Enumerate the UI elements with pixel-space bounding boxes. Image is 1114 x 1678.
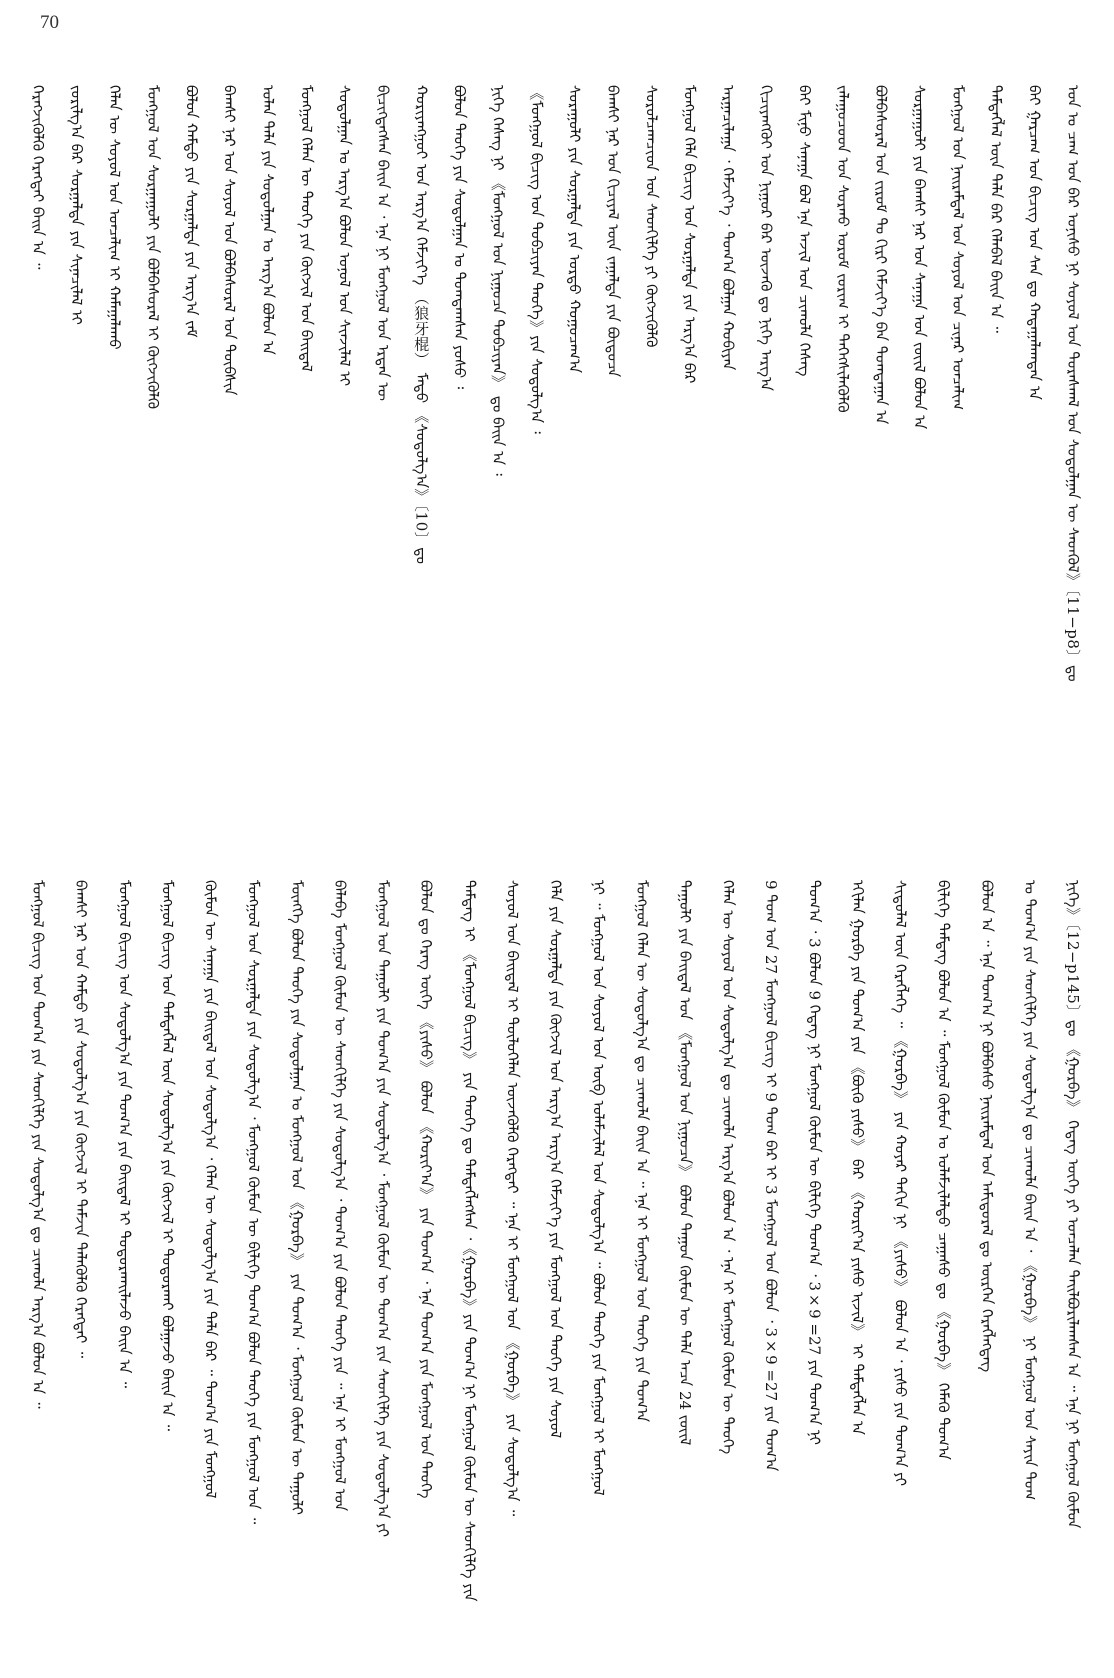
text-column: ᠤᠨ ᠤ ᠴᠠᠭ ᠤᠨ ᠪᠠᠷ ᠣᠨᠢᠰᠤ ᠨᠢ ᠰᠣᠶᠤᠯ ᠤᠨ ᠳᠤᠷᠠᠰᠬᠠᠯ ᠤᠨ ᠰᠤᠳᠤᠯᠭᠠᠨ ᠦ ᠰᠡᠳᠭᠦᠯ》〔11−p8〕ᠳᠤ [1063,85,1082,682]
text-column: ᠣᠯᠠᠨ ᠲᠠᠯᠠ ᠶᠢᠨ ᠰᠤᠳᠤᠯᠭᠠᠨ ᠤ ᠠᠷᠭ᠎ᠠ ᠪᠣᠯᠤᠨ ᠠ [258,85,277,355]
text-column: ᠪᠢᠯᠢᠭᠡ ᠲᠡᠮᠳᠡᠭ ᠪᠣᠯᠤᠨ ᠠ ᠃ ᠮᠣᠩᠭᠣᠯ ᠬᠦᠮᠦᠨ ᠤ ᠤᠯᠠᠮᠵᠢᠯᠠᠯᠳᠤ ᠴᠠᠭᠠᠰᠤ ᠳᠤ 《ᠭᠤᠷᠪᠠ》 ᠬᠡᠮᠡᠬᠦ ᠲᠣᠭ᠎ᠠ [934,880,953,1460]
text-column: ᠰᠤᠳᠤᠯᠭᠠᠨ ᠤ ᠠᠷᠭ᠎ᠠ ᠪᠣᠯᠤᠨ ᠣᠨᠣᠯ ᠤᠨ ᠰᠢᠨᠵᠢᠯᠡᠯ ᠢ [335,85,354,387]
text-column: ᠨᠢᠭᠡ ᠬᠡᠰᠡᠭ ᠨᠢ 《ᠮᠣᠩᠭᠣᠯ ᠤᠨ ᠨᠢᠭᠤᠴᠠ ᠲᠣᠪᠴᠢᠶᠠᠨ》 ᠳᠤ ᠪᠠᠢᠨ ᠠ ᠄ [488,85,507,476]
text-column: ᠰᠣᠶᠤᠯ ᠤᠨ ᠪᠠᠢᠳᠠᠯ ᠢ ᠲᠥᠯᠥᠭᠡᠯᠡᠨ ᠦᠵᠡᠭᠦᠯᠬᠦ ᠬᠡᠷᠡᠭᠲᠡᠢ ᠃ ᠡᠨᠡ ᠢ ᠮᠣᠩᠭᠣᠯ ᠤᠨ 《ᠭᠤᠷᠪᠠ》 ᠶᠢᠨ ᠰᠤᠳᠤᠯᠭ᠎ᠠ ᠃ [503,880,522,1517]
top-text-block [30,85,1080,855]
text-column: ᠮᠥᠩᠭᠡ ᠪᠣᠯᠤᠨ ᠲᠡᠦᠬᠡ ᠶᠢᠨ ᠰᠤᠳᠤᠯᠭᠠᠨ ᠤ ᠮᠣᠩᠭᠣᠯ ᠤᠨ 《ᠭᠤᠷᠪᠠ》 ᠶᠢᠨ ᠲᠣᠭ᠎ᠠ ᠂ ᠮᠣᠩᠭᠣᠯ ᠬᠦᠮᠦᠨ ᠦ ᠲᠠᠭᠤᠯᠢ [287,880,306,1515]
text-column: ᠬᠡᠯᠡᠨ ᠦ ᠰᠣᠶᠤᠯ ᠤᠨ ᠰᠤᠳᠤᠯᠭ᠎ᠠ ᠳᠤ ᠴᠢᠬᠤᠯᠠ ᠠᠷᠭ᠎ᠠ ᠪᠣᠯᠤᠨ ᠠ ᠂ ᠡᠨᠡ ᠢ ᠮᠣᠩᠭᠣᠯ ᠬᠦᠮᠦᠨ ᠦ ᠲᠡᠦᠬᠡ [719,880,737,1455]
text-column: ᠮᠣᠩᠭᠣᠯ ᠪᠢᠴᠢᠭ ᠤᠨ ᠰᠤᠳᠤᠯᠭ᠎ᠠ ᠶᠢᠨ ᠲᠣᠭ᠎ᠠ ᠶᠢᠨ ᠪᠠᠢᠳᠠᠯ ᠢ ᠲᠣᠳᠤᠷᠬᠠᠢᠯᠠᠵᠤ ᠪᠠᠢᠨ ᠠ ᠃ [115,880,134,1389]
text-column: ᠪᠣᠯᠤᠨ ᠠ ᠃ ᠡᠨᠡ ᠲᠣᠭ᠎ᠠ ᠨᠢ ᠪᠣᠯᠪᠠᠰᠤ ᠨᠠᠢᠷᠠᠮᠳᠠᠯ ᠤᠨ ᠠᠮᠢᠳᠤᠷᠠᠯ ᠳᠤ ᠥᠷᠭᠡᠨ ᠬᠡᠷᠡᠭᠯᠡᠭᠳᠡᠭ [977,880,996,1373]
text-column: ᠪᠠᠭᠰᠢ ᠨᠠᠷ ᠤᠨ ᠬᠠᠮᠲᠤ ᠶᠢᠨ ᠰᠤᠳᠤᠯᠭ᠎ᠠ ᠶᠢᠨ ᠬᠥᠭᠵᠢᠯ ᠢ ᠳᠡᠮᠵᠢᠨ ᠲᠡᠯᠡᠭᠦᠯᠬᠦ ᠬᠡᠷᠡᠭᠲᠡᠢ ᠃ [72,880,91,1358]
text-column: ᠬᠡᠷᠡᠭᠵᠢᠭᠦᠯᠬᠦ ᠬᠡᠷᠡᠭᠲᠡᠢ ᠪᠠᠢᠨ ᠠ ᠃ [29,85,47,270]
text-column: ᠮᠣᠩᠭᠣᠯ ᠤᠨ ᠰᠤᠷᠭᠠᠭᠤᠯᠢ ᠶᠢᠨ ᠪᠣᠯᠪᠠᠰᠤᠷᠠᠯ ᠢ ᠬᠥᠭᠵᠢᠭᠦᠯᠬᠦ [143,85,162,409]
text-column: ᠵᠣᠷᠢᠯᠭ᠎ᠠ ᠪᠠᠷ ᠰᠤᠷᠭᠠᠯᠲᠠ ᠶᠢᠨ ᠰᠢᠨᠡᠴᠢᠯᠡᠯ ᠢ [67,85,86,325]
text-column: ᠮᠣᠩᠭᠣᠯ ᠤᠨ ᠲᠠᠭᠤᠯᠢ ᠶᠢᠨ ᠲᠣᠭ᠎ᠠ ᠶᠢᠨ ᠰᠤᠳᠤᠯᠭ᠎ᠠ ᠂ ᠮᠣᠩᠭᠣᠯ ᠬᠦᠮᠦᠨ ᠦ ᠲᠣᠭ᠎ᠠ ᠶᠢᠨ ᠰᠡᠳᠬᠢᠯᠭᠡ ᠶᠢᠨ ᠰᠤᠳᠤᠯᠭ᠎ᠠ ᠶᠢ [374,880,392,1537]
text-column: ᠲᠠᠭᠤᠯᠢ ᠶᠢᠨ ᠪᠠᠢᠳᠠᠯ ᠤᠨ 《ᠮᠣᠩᠭᠣᠯ ᠤᠨ ᠨᠢᠭᠤᠴᠠ》 ᠪᠣᠯᠤᠨ ᠳᠠᠭᠤᠨ ᠬᠦᠮᠦᠨ ᠦ ᠲᠠᠯᠠ ᠠᠴᠠ 24 ᠵᠦᠢᠯ [675,880,694,1446]
text-column: ᠮᠣᠩᠭᠣᠯ ᠪᠢᠴᠢᠭ ᠤᠨ ᠲᠡᠮᠳᠡᠭᠯᠡᠯ ᠦᠨ ᠰᠤᠳᠤᠯᠭ᠎ᠠ ᠶᠢᠨ ᠬᠥᠭᠵᠢᠯ ᠢ ᠲᠣᠳᠤᠷᠬᠠᠢ ᠪᠣᠯᠭᠠᠵᠤ ᠪᠠᠢᠨ ᠠ ᠃ [158,880,177,1431]
text-column: ᠰᠤᠷᠠᠭᠤᠯᠢ ᠶᠢᠨ ᠰᠤᠷᠭᠠᠯᠲᠠ ᠶᠢᠨ ᠤᠷᠲᠤ ᠬᠤᠭᠤᠴᠠᠭ᠎ᠠ [565,85,584,374]
text-column: ᠤ ᠲᠣᠭ᠎ᠠ ᠶᠢᠨ ᠰᠡᠳᠬᠢᠯᠭᠡ ᠶᠢᠨ ᠰᠤᠳᠤᠯᠭ᠎ᠠ ᠳᠤ ᠴᠢᠬᠤᠯᠠ ᠪᠠᠢᠨ ᠠ ᠂ 《ᠭᠤᠷᠪᠠ》 ᠨᠢ ᠮᠣᠩᠭᠣᠯ ᠤᠨ ᠰᠠᠶᠢᠨ ᠲᠤᠭ [1020,880,1039,1501]
text-column: ᠪᠣᠯᠤᠨ ᠳᠤ ᠬᠡᠷᠡᠭ ᠦᠭᠡ 《ᠶᠢᠰᠦ》 ᠪᠣᠯᠤᠨ 《ᠬᠤᠷᠢᠶ᠎ᠠ》 ᠶᠢᠨ ᠲᠣᠭ᠎ᠠ ᠂ ᠡᠨᠡ ᠲᠣᠭ᠎ᠠ ᠶᠢᠨ ᠮᠣᠩᠭᠣᠯ ᠤᠨ ᠲᠡᠦᠬᠡ [417,880,436,1499]
text-column: ᠬᠤᠷᠢᠶᠠᠩᠭᠤᠢ ᠤᠨ ᠠᠷᠭ᠎ᠠ ᠬᠡᠮᠵᠢᠶ᠎ᠡ （狼牙棍） ᠮᠡᠲᠦ 《ᠰᠤᠳᠤᠯᠭ᠎ᠠ》〔10〕ᠳᠤ [412,85,431,564]
text-column: ᠲᠣᠭ᠎ᠠ ᠂ 3 ᠪᠣᠯᠤᠨ 9 ᠭᠡᠳᠡᠭ ᠨᠢ ᠮᠣᠩᠭᠣᠯ ᠬᠦᠮᠦᠨ ᠦ ᠪᠢᠯᠢᠭᠡ ᠲᠣᠭ᠎ᠠ ᠂ 3×9 =27 ᠶᠢᠨ ᠲᠣᠭ᠎ᠠ ᠨᠢ [805,880,824,1445]
text-column: 9 ᠲᠤᠭ ᠤᠨ 27 ᠮᠣᠩᠭᠣᠯ ᠪᠢᠴᠢᠭ ᠢ 9 ᠲᠤᠭ ᠪᠠᠷ ᠢ 3 ᠮᠣᠩᠭᠣᠯ ᠤᠨ ᠪᠣᠯᠤᠨ ᠂ 3×9 =27 ᠶᠢᠨ ᠲᠣᠭ᠎ᠠ [762,880,781,1472]
text-column: ᠪᠠᠢ ᠭᠠᠷᠴᠠᠭ ᠤᠨ ᠪᠢᠴᠢᠭ ᠤᠨ ᠰᠠᠨ ᠳᠤ ᠬᠠᠳᠠᠭᠠᠯᠠᠭᠳᠠᠨ ᠠ [1025,85,1044,400]
text-column: ᠮᠣᠩᠭᠣᠯ ᠤᠨ ᠨᠠᠢᠷᠠᠮᠳᠠᠯ ᠤᠨ ᠰᠣᠶᠤᠯ ᠤᠨ ᠴᠢᠨᠠᠷ ᠣᠨᠴᠠᠯᠢᠭ [948,85,967,411]
text-column: ᠬᠢᠴᠢᠶᠡᠩᠭᠦᠢ ᠤᠨ ᠨᠢᠭᠤᠷ ᠪᠠᠷ ᠦᠵᠡᠬᠦ ᠳᠤ ᠨᠢᠭᠡ ᠠᠷᠭ᠎ᠠ [757,85,776,391]
text-column: ᠪᠢᠴᠢᠭᠳᠡᠭᠰᠡᠨ ᠪᠠᠢᠨ ᠠ ᠂ ᠡᠨᠡ ᠨᠢ ᠮᠣᠩᠭᠣᠯ ᠤᠨ ᠡᠷᠲᠡᠨ ᠦ [373,85,392,401]
text-column: ᠮᠣᠩᠭᠣᠯ ᠤᠨ ᠰᠤᠷᠭᠠᠯᠲᠠ ᠶᠢᠨ ᠰᠤᠳᠤᠯᠭ᠎ᠠ ᠂ ᠮᠣᠩᠭᠣᠯ ᠬᠦᠮᠦᠨ ᠦ ᠪᠢᠯᠢᠭᠡ ᠲᠣᠭ᠎ᠠ ᠪᠣᠯᠤᠨ ᠲᠡᠦᠬᠡ ᠶᠢᠨ ᠮᠣᠩᠭᠣᠯ ᠤᠨ ᠃ [244,880,263,1525]
text-column: ᠮᠣᠩᠭᠣᠯ ᠬᠡᠯᠡ ᠪᠢᠴᠢᠭ ᠤᠨ ᠰᠤᠷᠭᠠᠯᠲᠠ ᠶᠢᠨ ᠠᠷᠭ᠎ᠠ ᠪᠠᠷ [680,85,699,384]
text-column: ᠨᠢ ᠃ ᠮᠣᠩᠭᠣᠯ ᠤᠨ ᠰᠣᠶᠤᠯ ᠤᠨ ᠥᠪ ᠤᠯᠠᠮᠵᠢᠯᠠᠯ ᠤᠨ ᠰᠤᠳᠤᠯᠭ᠎ᠠ ᠃ ᠪᠣᠯᠤᠨ ᠲᠡᠦᠬᠡ ᠶᠢᠨ ᠮᠣᠩᠭᠣᠯ ᠢ ᠮᠣᠩᠭᠣᠯ [589,880,608,1496]
page-number: 70 [40,12,59,33]
text-column: ᠪᠠᠢ ᠮᠢᠨᠦ ᠰᠠᠨᠠᠭᠠ ᠪᠣᠯ ᠡᠨᠡ ᠠᠵᠢᠯ ᠤᠨ ᠴᠢᠬᠤᠯᠠ ᠬᠡᠰᠡᠭ [795,85,814,377]
text-column: ᠰᠤᠷᠤᠯᠴᠠᠭᠴᠢᠳ ᠤᠨ ᠰᠡᠳᠬᠢᠯᠭᠡ ᠶᠢ ᠬᠥᠭᠵᠢᠭᠦᠯᠬᠦ [642,85,661,348]
text-column: ᠠᠷᠭᠠᠴᠢᠯᠠᠭᠠ ᠂ ᠬᠡᠮᠵᠢᠶ᠎ᠡ ᠂ ᠲᠣᠭ᠎ᠠ ᠪᠣᠯᠭᠠᠨ ᠬᠤᠪᠢᠶᠠᠨ [718,85,737,371]
text-column: ᠪᠠᠭᠰᠢ ᠨᠠᠷ ᠤᠨ ᠰᠣᠶᠤᠯ ᠤᠨ ᠪᠣᠯᠪᠠᠰᠤᠷᠠᠯ ᠤᠨ ᠲᠦᠪᠰᠢᠨ [220,85,239,396]
text-column: ᠬᠡᠯᠡ ᠶᠢᠨ ᠰᠤᠷᠭᠠᠯᠲᠠ ᠶᠢᠨ ᠬᠥᠭᠵᠢᠯ ᠤᠨ ᠠᠷᠭ᠎ᠠ ᠠᠷᠭ᠎ᠠ ᠬᠡᠮᠵᠢᠶ᠎ᠡ ᠶᠢᠨ ᠮᠣᠩᠭᠣᠯ ᠤᠨ ᠲᠡᠦᠬᠡ ᠶᠢᠨ ᠰᠣᠶᠤᠯ [546,880,565,1439]
text-column: ᠲᠡᠮᠳᠡᠭ ᠢ 《ᠮᠣᠩᠭᠣᠯ ᠪᠢᠴᠢᠭ》 ᠶᠢᠨ ᠲᠡᠦᠬᠡ ᠳᠤ ᠲᠡᠮᠳᠡᠭᠯᠡᠭᠰᠡᠨ ᠂《ᠭᠤᠷᠪᠠ》ᠶᠢᠨ ᠲᠣᠭ᠎ᠠ ᠨᠢ ᠮᠣᠩᠭᠣᠯ ᠬᠦᠮᠦᠨ ᠦ ᠰᠡᠳᠬᠢᠯᠭᠡ ᠶᠢᠨ [460,880,479,1602]
text-column: ᠪᠠᠭᠰᠢ ᠨᠠᠷ ᠤᠨ ᠬᠢᠴᠢᠶᠡᠯ ᠦᠨ ᠵᠠᠭᠠᠯᠲᠠ ᠶᠢᠨ ᠪᠦᠲᠦᠴᠡ [603,85,622,378]
text-column: ᠲᠡᠮᠳᠡᠭᠯᠡᠯ ᠦᠨ ᠲᠠᠯᠠ ᠪᠠᠷ ᠬᠡᠯᠡᠪᠡᠯ ᠪᠠᠢᠨ ᠠ ᠃ [987,85,1006,333]
text-column: ᠬᠡᠯᠡᠨ ᠦ ᠰᠣᠶᠤᠯ ᠤᠨ ᠣᠨᠴᠠᠯᠢᠭ ᠢ ᠬᠠᠮᠠᠭᠠᠯᠠᠬᠤ [105,85,124,350]
text-column: ᠪᠣᠯᠪᠠᠰᠤᠷᠠᠯ ᠤᠨ ᠵᠢᠷᠤᠮ ᠲᠤ ᠬᠢᠷᠢ ᠬᠡᠮᠵᠢᠶ᠎ᠡ ᠪᠠᠨ ᠲᠣᠭᠲᠠᠭᠠᠨ ᠠ [872,85,891,425]
text-column: ᠰᠤᠷᠭᠠᠭᠤᠯᠢ ᠶᠢᠨ ᠪᠠᠭᠰᠢ ᠨᠠᠷ ᠤᠨ ᠰᠠᠨᠠᠭᠠ ᠤᠨ ᠵᠦᠢᠯ ᠪᠣᠯᠤᠨ ᠠ [910,85,929,430]
text-column: ᠬᠦᠮᠦᠨ ᠦ ᠰᠠᠨᠠᠭᠠ ᠶᠢᠨ ᠪᠠᠢᠳᠠᠯ ᠤᠨ ᠰᠤᠳᠤᠯᠭ᠎ᠠ ᠂ ᠬᠡᠯᠡᠨ ᠦ ᠰᠤᠳᠤᠯᠭ᠎ᠠ ᠶᠢᠨ ᠲᠠᠯᠠ ᠪᠠᠷ ᠃ ᠲᠣᠭ᠎ᠠ ᠶᠢᠨ ᠮᠣᠩᠭᠣᠯ [201,880,220,1499]
text-column: ᠵᠠᠯᠠᠭᠤᠴᠤᠳ ᠤᠨ ᠰᠤᠷᠬᠤ ᠤᠷᠤᠮ ᠵᠣᠷᠢᠭ ᠢ ᠳᠡᠭᠡᠭᠰᠢᠯᠡᠭᠦᠯᠬᠦ [833,85,852,413]
text-column: ᠮᠣᠩᠭᠣᠯ ᠪᠢᠴᠢᠭ ᠤᠨ ᠲᠣᠭ᠎ᠠ ᠶᠢᠨ ᠰᠡᠳᠬᠢᠯᠭᠡ ᠶᠢᠨ ᠰᠤᠳᠤᠯᠭ᠎ᠠ ᠳᠤ ᠴᠢᠬᠤᠯᠠ ᠠᠷᠭ᠎ᠠ ᠪᠣᠯᠤᠨ ᠠ ᠃ [29,880,47,1409]
text-column: ᠪᠣᠯᠤᠨ ᠬᠠᠮᠲᠤ ᠶᠢᠨ ᠰᠤᠷᠭᠠᠯᠲᠠ ᠶᠢᠨ ᠠᠷᠭ᠎ᠠ ᠵᠠᠮ [182,85,201,338]
text-column: 《ᠮᠣᠩᠭᠣᠯ ᠪᠢᠴᠢᠭ ᠤᠨ ᠲᠣᠪᠴᠢᠶᠠᠨ ᠲᠡᠦᠬᠡ》ᠶᠢᠨ ᠰᠤᠳᠤᠯᠭ᠎ᠠ ᠄ [527,85,546,434]
text-column: ᠡᠬᠢᠯᠡᠨ ᠭᠤᠷᠪᠠ ᠶᠢᠨ ᠲᠣᠭ᠎ᠠ ᠶᠢᠨ 《ᠪᠦᠬᠦ ᠶᠢᠰᠦ》 ᠪᠠᠷ 《ᠬᠤᠷᠢᠶ᠎ᠠ ᠶᠢᠰᠦ ᠢᠵᠢᠯ》 ᠢ ᠲᠡᠮᠳᠡᠭᠯᠡᠨ ᠠ [848,880,867,1435]
text-column: ᠨᠢᠭᠡ》〔12−p145〕ᠳᠤ 《ᠭᠤᠷᠪᠠ》 ᠭᠡᠳᠡᠭ ᠦᠭᠡ ᠶᠢ ᠣᠨᠴᠠᠯᠠᠨ ᠲᠠᠢᠯᠪᠤᠷᠢᠯᠠᠭᠰᠠᠨ ᠠ ᠃ ᠡᠨᠡ ᠨᠢ ᠮᠣᠩᠭᠣᠯ ᠬᠦᠮᠦᠨ [1064,880,1082,1529]
text-column: ᠪᠠᠯᠠᠪᠠ ᠮᠣᠩᠭᠣᠯ ᠬᠦᠮᠦᠨ ᠦ ᠰᠡᠳᠬᠢᠯᠭᠡ ᠶᠢᠨ ᠰᠤᠳᠤᠯᠭ᠎ᠠ ᠂ ᠲᠣᠭ᠎ᠠ ᠶᠢᠨ ᠪᠣᠯᠤᠨ ᠲᠡᠦᠬᠡ ᠶᠢᠨ ᠃ ᠡᠨᠡ ᠢ ᠮᠣᠩᠭᠣᠯ ᠤᠨ [330,880,349,1512]
text-column: ᠰᠢᠳᠦᠯᠡᠯ ᠦᠨ ᠬᠡᠷᠡᠭᠯᠡᠭᠡ ᠃ 《ᠭᠤᠷᠪᠠ》 ᠶᠢᠨ ᠬᠣᠶᠠᠷ ᠳᠠᠬᠢᠨ ᠨᠢ 《ᠶᠢᠰᠦ》 ᠪᠣᠯᠤᠨ ᠠ ᠂ ᠶᠢᠰᠦ ᠶᠢᠨ ᠲᠣᠭ᠎ᠠ ᠶᠢ [891,880,910,1487]
bottom-text-block [30,880,1080,1650]
text-column: ᠪᠣᠯᠤᠨ ᠲᠡᠦᠬᠡ ᠶᠢᠨ ᠰᠤᠳᠤᠯᠭᠠᠨ ᠤ ᠲᠣᠭᠲᠠᠭᠰᠠᠨ ᠶᠣᠰᠤ ᠄ [450,85,469,390]
text-column: ᠮᠣᠩᠭᠣᠯ ᠬᠡᠯᠡᠨ ᠦ ᠲᠡᠦᠬᠡ ᠶᠢᠨ ᠬᠥᠭᠵᠢᠯ ᠤᠨ ᠪᠠᠢᠳᠠᠯ [297,85,316,372]
text-column: ᠮᠣᠩᠭᠣᠯ ᠬᠡᠯᠡᠨ ᠦ ᠰᠤᠳᠤᠯᠭ᠎ᠠ ᠳᠤ ᠴᠢᠬᠤᠯᠠ ᠪᠠᠢᠨ ᠠ ᠃ ᠡᠨᠡ ᠢ ᠮᠣᠩᠭᠣᠯ ᠤᠨ ᠲᠡᠦᠬᠡ ᠶᠢᠨ ᠲᠣᠭ᠎ᠠ [632,880,651,1423]
